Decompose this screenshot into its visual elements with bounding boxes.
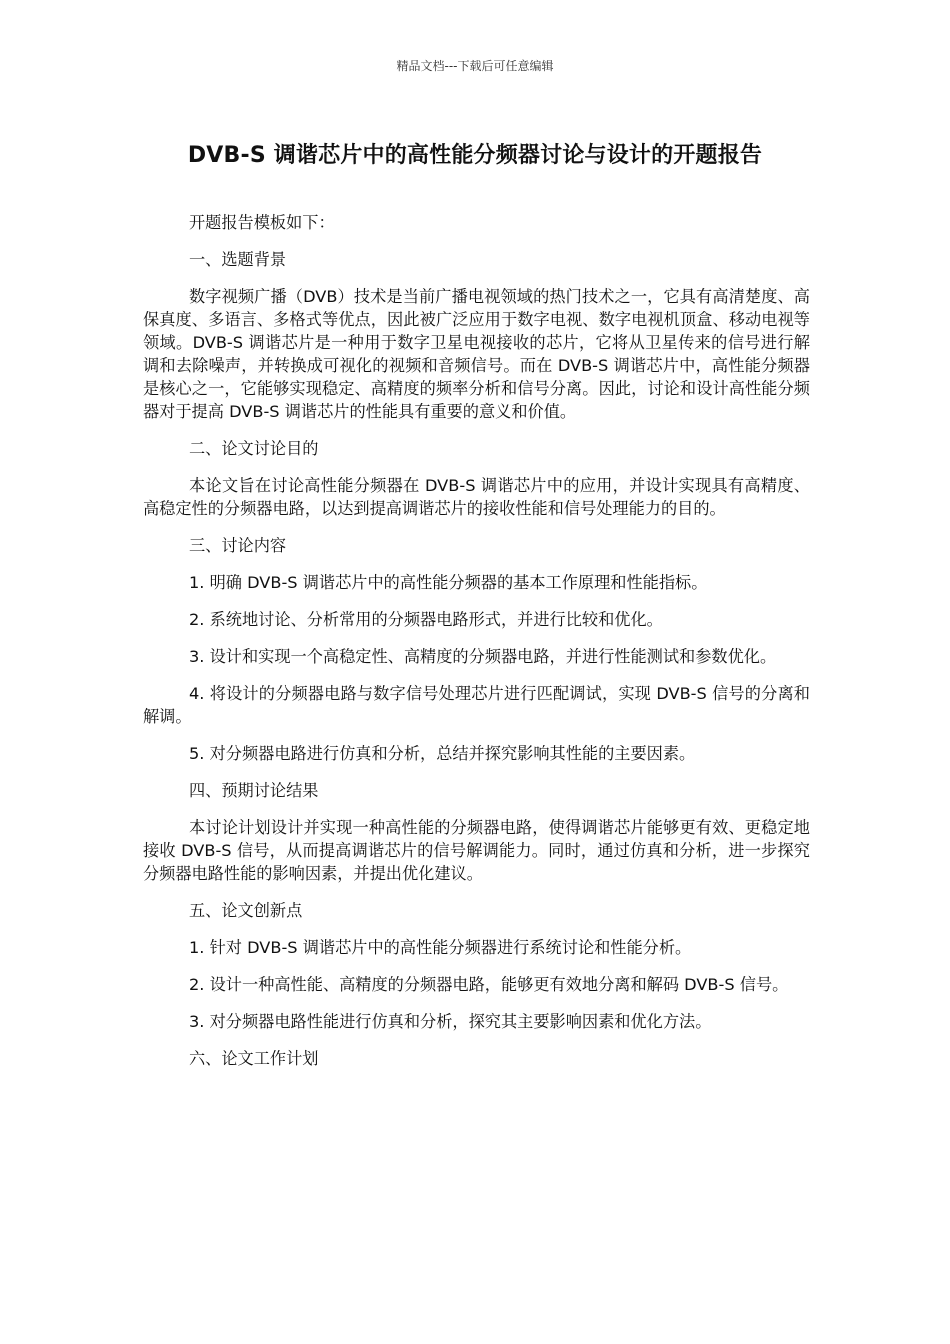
innovation-item-2: 2. 设计一种高性能、高精度的分频器电路，能够更有效地分离和解码 DVB-S 信号。 <box>189 975 789 994</box>
innovation-item-3: 3. 对分频器电路性能进行仿真和分析，探究其主要影响因素和优化方法。 <box>189 1012 712 1031</box>
paragraph-results: 本讨论计划设计并实现一种高性能的分频器电路，使得调谐芯片能够更有效、更稳定地接收 DVB-S 信号，从而提高调谐芯片的信号解调能力。同时，通过仿真和分析，进一步探究分频器电路性能的影响因素，并提出优化建议。 <box>143 818 810 883</box>
section-heading-purpose: 二、论文讨论目的 <box>189 439 319 458</box>
section-heading-innovation: 五、论文创新点 <box>189 901 303 920</box>
paragraph-purpose: 本论文旨在讨论高性能分频器在 DVB-S 调谐芯片中的应用，并设计实现具有高精度、高稳定性的分频器电路，以达到提高调谐芯片的接收性能和信号处理能力的目的。 <box>143 476 810 518</box>
section-heading-background: 一、选题背景 <box>189 250 287 269</box>
content-item-4: 4. 将设计的分频器电路与数字信号处理芯片进行匹配调试，实现 DVB-S 信号的分离和解调。 <box>143 684 810 726</box>
section-heading-plan: 六、论文工作计划 <box>189 1049 319 1068</box>
content-item-1: 1. 明确 DVB-S 调谐芯片中的高性能分频器的基本工作原理和性能指标。 <box>189 573 708 592</box>
content-item-5: 5. 对分频器电路进行仿真和分析，总结并探究影响其性能的主要因素。 <box>189 744 696 763</box>
content-item-3: 3. 设计和实现一个高稳定性、高精度的分频器电路，并进行性能测试和参数优化。 <box>189 647 777 666</box>
document-title: DVB-S 调谐芯片中的高性能分频器讨论与设计的开题报告 <box>187 143 763 168</box>
innovation-item-1: 1. 针对 DVB-S 调谐芯片中的高性能分频器进行系统讨论和性能分析。 <box>189 938 692 957</box>
document-body <box>143 211 810 1084</box>
intro-line: 开题报告模板如下： <box>189 213 335 232</box>
section-heading-content: 三、讨论内容 <box>189 536 287 555</box>
paragraph-background: 数字视频广播（DVB）技术是当前广播电视领域的热门技术之一，它具有高清楚度、高保真度、多语言、多格式等优点，因此被广泛应用于数字电视、数字电视机顶盒、移动电视等领域。DVB-S 调谐芯片是一种用于数字卫星电视接收的芯片，它将从卫星传来的信号进行解调和去除噪声，并转换成可视化的视频和音频信号。而在 DVB-S 调谐芯片中，高性能分频器是核心之一，它能够实现稳定、高精度的频率分析和信号分离。因此，讨论和设计高性能分频器对于提高 DVB-S 调谐芯片的性能具有重要的意义和价值。 <box>143 287 810 421</box>
header-note: 精品文档---下载后可任意编辑 <box>396 59 554 73</box>
content-item-2: 2. 系统地讨论、分析常用的分频器电路形式，并进行比较和优化。 <box>189 610 663 629</box>
section-heading-results: 四、预期讨论结果 <box>189 781 319 800</box>
